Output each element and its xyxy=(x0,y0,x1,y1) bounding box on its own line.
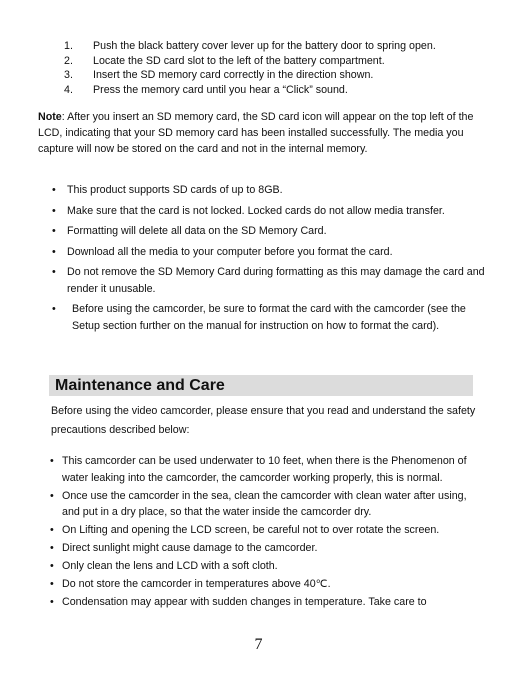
bullet-text: On Lifting and opening the LCD screen, be careful not to over rotate the screen. xyxy=(62,524,440,536)
page-number: 7 xyxy=(254,636,263,653)
list-item xyxy=(50,576,482,593)
bullet-icon: • xyxy=(52,266,56,278)
bullet-icon: • xyxy=(50,455,54,467)
step-text: Insert the SD memory card correctly in the direction shown. xyxy=(93,69,374,81)
step-number: 1. xyxy=(64,40,73,52)
care-bullets xyxy=(50,453,482,612)
step-text: Locate the SD card slot to the left of the battery compartment. xyxy=(93,54,385,67)
list-item xyxy=(50,522,482,539)
list-item xyxy=(52,182,492,199)
bullet-text: This camcorder can be used underwater to 10 feet, when there is the Phenomenon of water leaking into the camcorder, the camcorder working properly, this is normal. xyxy=(62,455,467,484)
bullet-text: Direct sunlight might cause damage to the camcorder. xyxy=(62,542,318,554)
step-item xyxy=(64,54,504,69)
bullet-icon: • xyxy=(52,303,56,315)
bullet-text: Condensation may appear with sudden changes in temperature. Take care to xyxy=(62,596,427,608)
bullet-icon: • xyxy=(50,542,54,554)
bullet-text: Do not remove the SD Memory Card during formatting as this may damage the card and render it unusable. xyxy=(67,266,485,295)
list-item xyxy=(50,558,482,575)
list-item xyxy=(50,540,482,557)
list-item xyxy=(50,453,482,486)
bullet-icon: • xyxy=(52,184,56,196)
sd-install-steps xyxy=(64,39,504,97)
list-item xyxy=(52,264,492,297)
intro-paragraph: Before using the video camcorder, please ensure that you read and understand the safety precautions described below: xyxy=(51,405,476,436)
bullet-icon: • xyxy=(50,560,54,572)
step-item xyxy=(64,39,504,54)
bullet-icon: • xyxy=(52,204,56,217)
bullet-icon: • xyxy=(50,524,54,536)
note-paragraph xyxy=(38,109,478,157)
bullet-text: Only clean the lens and LCD with a soft cloth. xyxy=(62,560,278,572)
step-text: Push the black battery cover lever up for the battery door to spring open. xyxy=(93,40,436,52)
step-text: Press the memory card until you hear a “Click” sound. xyxy=(93,83,348,96)
bullet-icon: • xyxy=(50,489,54,502)
list-item xyxy=(50,594,482,611)
list-item xyxy=(52,203,492,220)
bullet-text: Before using the camcorder, be sure to format the card with the camcorder (see the Setup section further on the manual for instruction on how to format the card). xyxy=(72,303,466,332)
bullet-text: Do not store the camcorder in temperatures above 40℃. xyxy=(62,578,331,590)
bullet-text: Make sure that the card is not locked. Locked cards do not allow media transfer. xyxy=(67,204,445,217)
list-item xyxy=(52,301,492,334)
note-label: Note xyxy=(38,111,62,123)
list-item xyxy=(52,223,492,240)
bullet-icon: • xyxy=(50,578,54,590)
bullet-text: Download all the media to your computer before you format the card. xyxy=(67,245,393,258)
step-item xyxy=(64,68,504,83)
step-number: 4. xyxy=(64,83,73,96)
step-item xyxy=(64,83,504,98)
bullet-icon: • xyxy=(50,596,54,608)
bullet-text: Formatting will delete all data on the SD Memory Card. xyxy=(67,225,327,237)
bullet-text: Once use the camcorder in the sea, clean the camcorder with clean water after using, and put in a dry place, so that the water inside the camcorder dry. xyxy=(62,489,467,518)
list-item xyxy=(50,488,482,521)
step-number: 3. xyxy=(64,69,73,81)
bullet-text: This product supports SD cards of up to 8GB. xyxy=(67,184,283,196)
sd-card-bullets xyxy=(52,182,492,338)
section-heading: Maintenance and Care xyxy=(49,375,473,396)
bullet-icon: • xyxy=(52,245,56,258)
note-text: : After you insert an SD memory card, the SD card icon will appear on the top left of the LCD, indicating that your SD memory card has been installed successfully. The media you capture will now be stored on the card and not in the internal memory. xyxy=(38,111,474,155)
step-number: 2. xyxy=(64,54,73,67)
list-item xyxy=(52,244,492,261)
bullet-icon: • xyxy=(52,225,56,237)
